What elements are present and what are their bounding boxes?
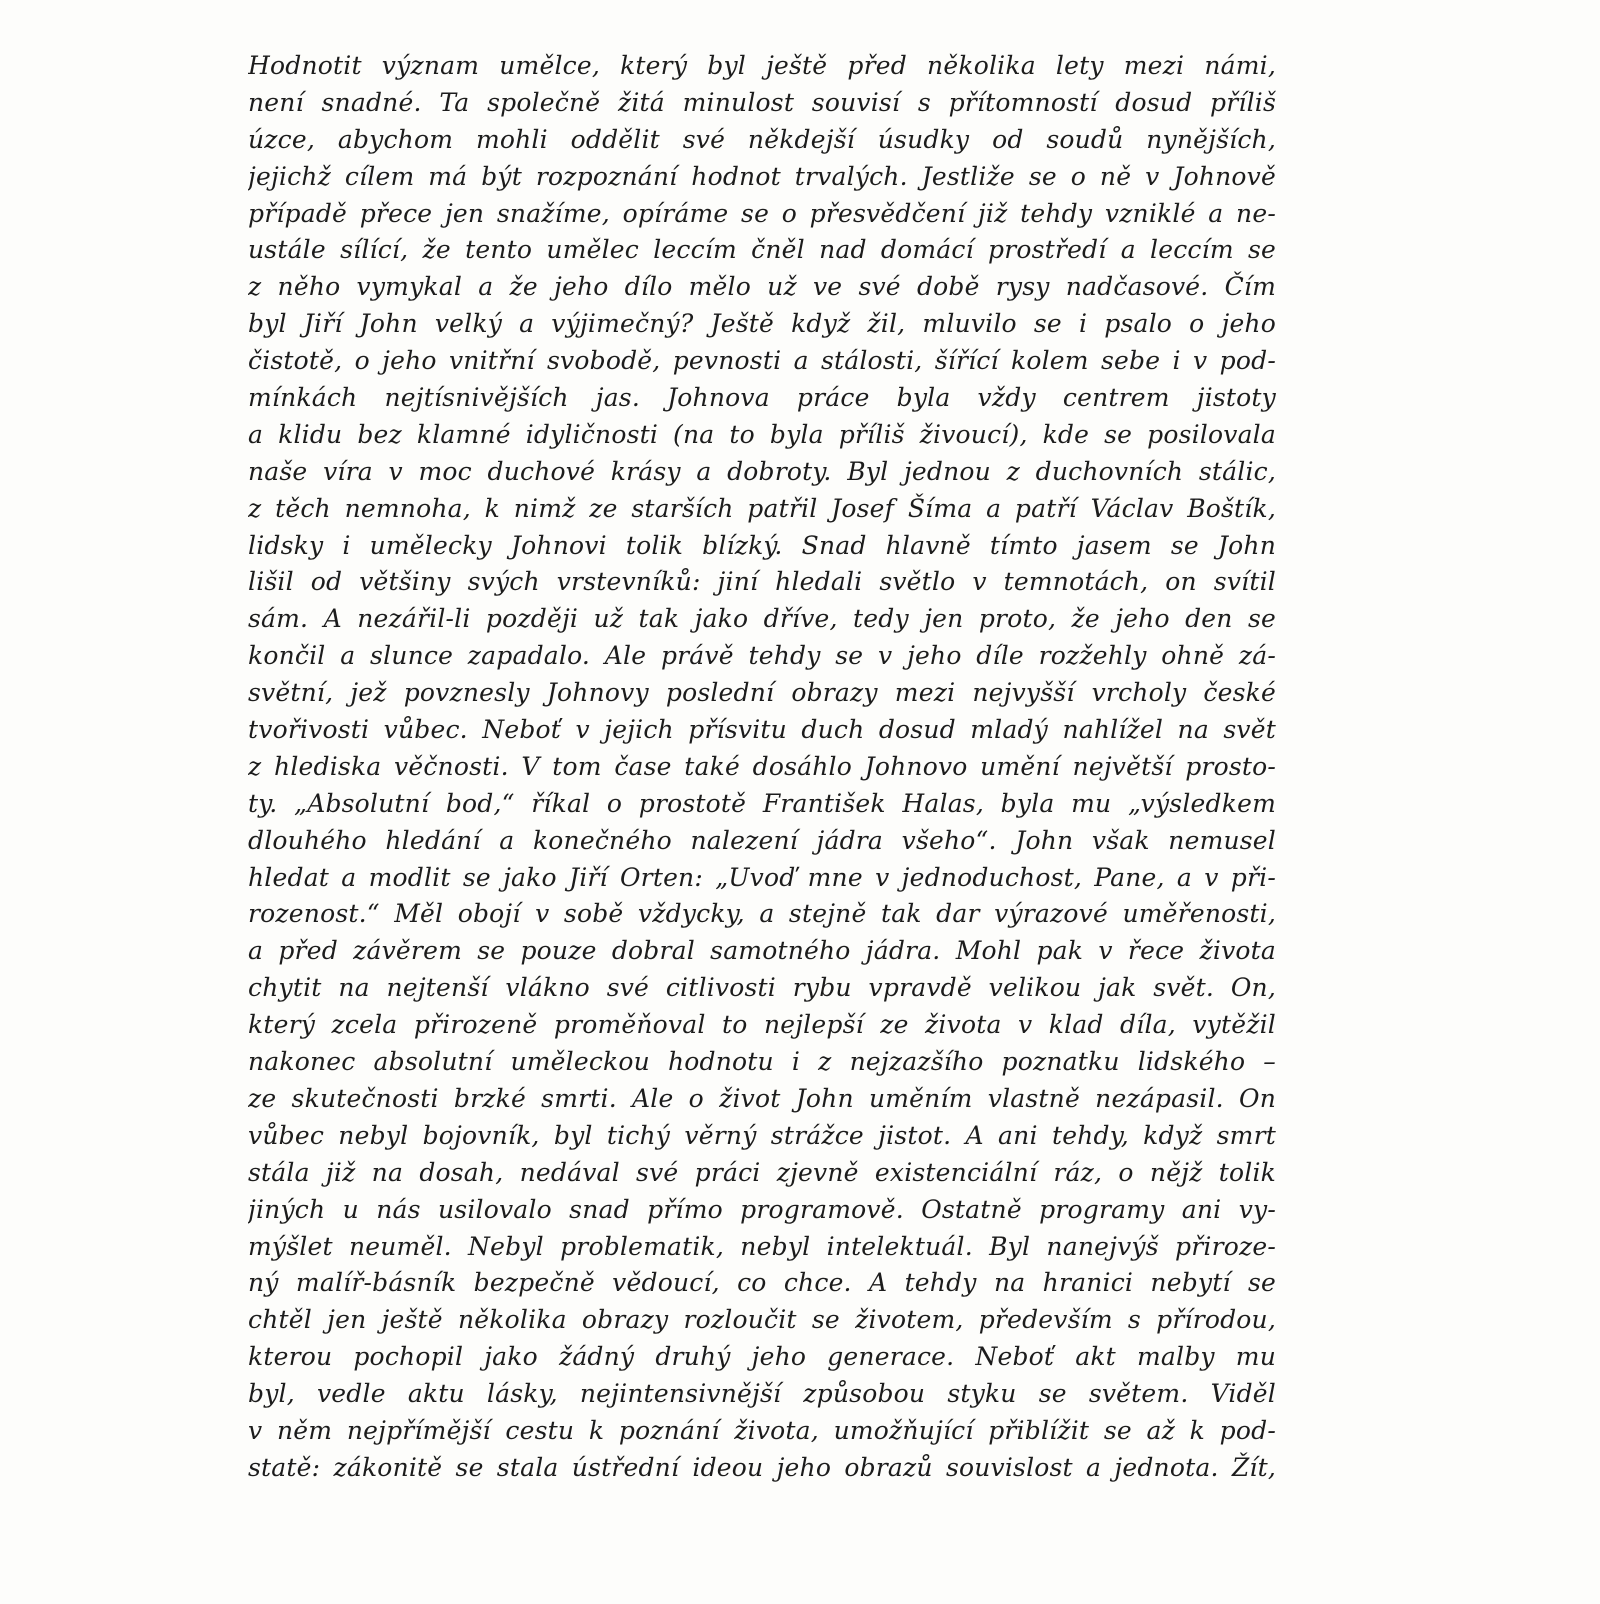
text-line: není snadné. Ta společně žitá minulost souvisí s přítomností dosud příliš — [248, 87, 1276, 117]
text-line: ný malíř-básník bezpečně vědoucí, co chce. A tehdy na hranici nebytí se — [248, 1268, 1276, 1298]
text-line: hledat a modlit se jako Jiří Orten: „Uvoď mne v jednoduchost, Pane, a v při- — [248, 862, 1276, 892]
text-line: kterou pochopil jako žádný druhý jeho generace. Neboť akt malby mu — [248, 1342, 1276, 1372]
text-line: sám. A nezářil-li později už tak jako dříve, tedy jen proto, že jeho den se — [248, 604, 1276, 634]
text-line: světní, jež povznesly Johnovy poslední obrazy mezi nejvyšší vrcholy české — [248, 678, 1276, 708]
body-text — [248, 48, 1276, 1487]
text-line: chytit na nejtenší vlákno své citlivosti rybu vpravdě velikou jak svět. On, — [248, 973, 1276, 1003]
text-line: ze skutečnosti brzké smrti. Ale o život John uměním vlastně nezápasil. On — [248, 1083, 1276, 1113]
text-line: dlouhého hledání a konečného nalezení jádra všeho“. John však nemusel — [248, 825, 1276, 855]
text-line: vůbec nebyl bojovník, byl tichý věrný strážce jistot. A ani tehdy, když smrt — [248, 1120, 1276, 1150]
text-line: a klidu bez klamné idyličnosti (na to byla příliš živoucí), kde se posilovala — [248, 419, 1276, 449]
text-line: z těch nemnoha, k nimž ze starších patřil Josef Šíma a patří Václav Boštík, — [248, 493, 1276, 523]
text-line: byl, vedle aktu lásky, nejintensivnější způsobou styku se světem. Viděl — [248, 1379, 1276, 1409]
text-line: naše víra v moc duchové krásy a dobroty. Byl jednou z duchovních stálic, — [248, 456, 1276, 486]
text-line: lišil od většiny svých vrstevníků: jiní hledali světlo v temnotách, on svítil — [248, 567, 1276, 597]
text-line: ustále sílící, že tento umělec leccím čněl nad domácí prostředí a leccím se — [248, 235, 1276, 265]
text-line: a před závěrem se pouze dobral samotného jádra. Mohl pak v řece života — [248, 936, 1276, 966]
text-line: rozenost.“ Měl obojí v sobě vždycky, a stejně tak dar výrazové uměřenosti, — [248, 899, 1276, 929]
text-line: čistotě, o jeho vnitřní svobodě, pevnosti a stálosti, šířící kolem sebe i v pod- — [248, 346, 1276, 376]
text-line: lidsky i umělecky Johnovi tolik blízký. Snad hlavně tímto jasem se John — [248, 530, 1276, 560]
text-line: tvořivosti vůbec. Neboť v jejich přísvitu duch dosud mladý nahlížel na svět — [248, 715, 1276, 745]
text-line: který zcela přirozeně proměňoval to nejlepší ze života v klad díla, vytěžil — [248, 1010, 1276, 1040]
text-line: z něho vymykal a že jeho dílo mělo už ve své době rysy nadčasové. Čím — [248, 272, 1276, 302]
text-line: nakonec absolutní uměleckou hodnotu i z nejzazšího poznatku lidského – — [248, 1047, 1276, 1077]
text-line: byl Jiří John velký a výjimečný? Ještě když žil, mluvilo se i psalo o jeho — [248, 309, 1276, 339]
text-line: ty. „Absolutní bod,“ říkal o prostotě František Halas, byla mu „výsledkem — [248, 788, 1276, 818]
text-line: z hlediska věčnosti. V tom čase také dosáhlo Johnovo umění největší prosto- — [248, 751, 1276, 781]
text-line: jiných u nás usilovalo snad přímo programově. Ostatně programy ani vy- — [248, 1194, 1276, 1224]
text-line: statě: zákonitě se stala ústřední ideou jeho obrazů souvislost a jednota. Žít, — [248, 1452, 1276, 1482]
text-line: mýšlet neuměl. Nebyl problematik, nebyl intelektuál. Byl nanejvýš přiroze- — [248, 1231, 1276, 1261]
text-line: v něm nejpřímější cestu k poznání života, umožňující přiblížit se až k pod- — [248, 1415, 1276, 1445]
text-line: úzce, abychom mohli oddělit své někdejší úsudky od soudů nynějších, — [248, 124, 1276, 154]
text-line: případě přece jen snažíme, opíráme se o přesvědčení již tehdy vzniklé a ne- — [248, 198, 1276, 228]
text-line: končil a slunce zapadalo. Ale právě tehdy se v jeho díle rozžehly ohně zá- — [248, 641, 1276, 671]
text-line: stála již na dosah, nedával své práci zjevně existenciální ráz, o nějž tolik — [248, 1157, 1276, 1187]
text-line: mínkách nejtísnivějších jas. Johnova práce byla vždy centrem jistoty — [248, 383, 1276, 413]
text-line: Hodnotit význam umělce, který byl ještě před několika lety mezi námi, — [248, 51, 1276, 80]
text-line: jejichž cílem má být rozpoznání hodnot trvalých. Jestliže se o ně v Johnově — [248, 161, 1276, 191]
text-line: chtěl jen ještě několika obrazy rozloučit se životem, především s přírodou, — [248, 1305, 1276, 1335]
